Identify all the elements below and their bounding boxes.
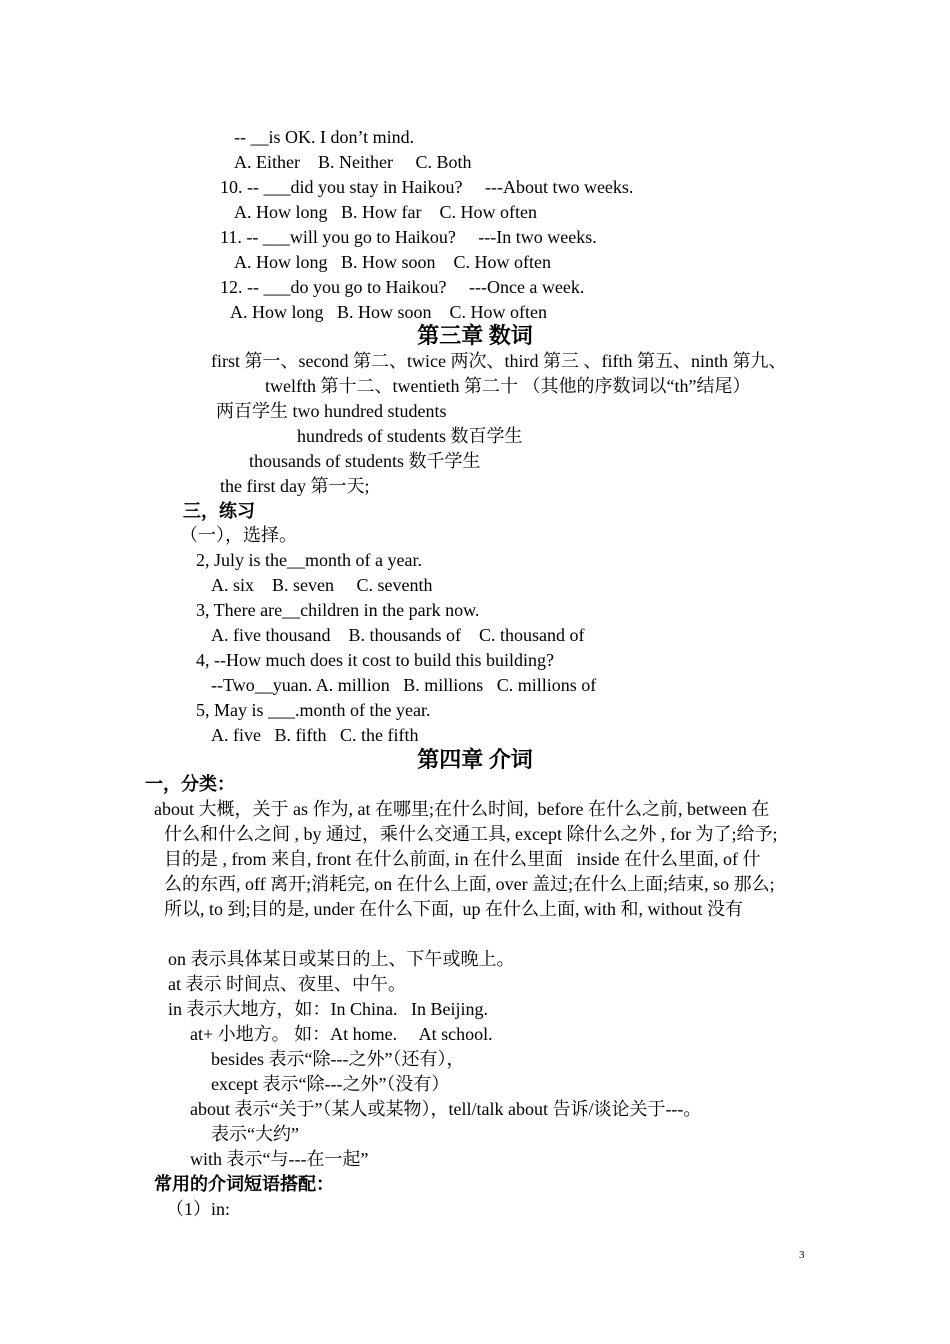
numeral-exercise-4-question: 4, --How much does it cost to build this building?	[196, 650, 554, 670]
exercise-section-heading: 三，练习	[183, 501, 255, 521]
exercise-12-options: A. How long B. How soon C. How often	[230, 302, 547, 322]
numeral-exercise-2-question: 2, July is the__month of a year.	[196, 550, 422, 570]
preposition-list-line-5: 所以, to 到;目的是, under 在什么下面, up 在什么上面, with 和, without 没有	[164, 899, 743, 919]
ordinal-examples-line-1: first 第一、second 第二、twice 两次、third 第三 、fifth 第五、ninth 第九、	[211, 351, 787, 371]
exercise-subsection-choice: （一），选择。	[180, 525, 297, 545]
common-phrases-heading: 常用的介词短语搭配：	[154, 1174, 334, 1194]
usage-besides: besides 表示“除---之外”（还有），	[211, 1049, 465, 1069]
usage-except: except 表示“除---之外”（没有）	[211, 1074, 450, 1094]
preposition-list-line-2: 什么和什么之间 , by 通过，乘什么交通工具, except 除什么之外 , for 为了;给予;	[164, 824, 778, 844]
usage-on: on 表示具体某日或某日的上、下午或晚上。	[168, 949, 515, 969]
usage-with: with 表示“与---在一起”	[190, 1149, 369, 1169]
exercise-9-answer-line: -- __is OK. I don’t mind.	[234, 127, 415, 147]
numeral-example-thousands: thousands of students 数千学生	[249, 451, 481, 471]
usage-in-place: in 表示大地方，如：In China. In Beijing.	[168, 999, 488, 1019]
numeral-example-first-day: the first day 第一天;	[220, 476, 370, 496]
preposition-list-line-4: 么的东西, off 离开;消耗完, on 在什么上面, over 盖过;在什么上面;结束, so 那么;	[164, 874, 775, 894]
exercise-10-options: A. How long B. How far C. How often	[234, 202, 537, 222]
exercise-11-options: A. How long B. How soon C. How often	[234, 252, 551, 272]
ordinal-examples-line-2: twelfth 第十二、twentieth 第二十 （其他的序数词以“th”结尾）	[265, 376, 751, 396]
numeral-exercise-5-question: 5, May is ___.month of the year.	[196, 700, 431, 720]
numeral-exercise-4-options: --Two__yuan. A. million B. millions C. millions of	[211, 675, 597, 695]
chapter-3-heading: 第三章 数词	[417, 323, 533, 348]
exercise-9-options: A. Either B. Neither C. Both	[234, 152, 472, 172]
exercise-10-question: 10. -- ___did you stay in Haikou? ---About two weeks.	[220, 177, 634, 197]
numeral-exercise-3-question: 3, There are__children in the park now.	[196, 600, 480, 620]
exercise-11-question: 11. -- ___will you go to Haikou? ---In two weeks.	[220, 227, 597, 247]
usage-at-time: at 表示 时间点、夜里、中午。	[168, 974, 406, 994]
numeral-exercise-3-options: A. five thousand B. thousands of C. thousand of	[211, 625, 585, 645]
phrase-group-in: （1）in:	[166, 1199, 231, 1219]
usage-at-place: at+ 小地方。 如：At home. At school.	[190, 1024, 493, 1044]
usage-about: about 表示“关于”（某人或某物），tell/talk about 告诉/谈论关于---。	[190, 1099, 702, 1119]
chapter-4-heading: 第四章 介词	[417, 747, 533, 772]
numeral-example-two-hundred: 两百学生 two hundred students	[216, 401, 447, 421]
preposition-list-line-3: 目的是 , from 来自, front 在什么前面, in 在什么里面 inside 在什么里面, of 什	[164, 849, 761, 869]
exercise-12-question: 12. -- ___do you go to Haikou? ---Once a week.	[220, 277, 585, 297]
classification-heading: 一，分类：	[145, 774, 235, 794]
numeral-example-hundreds: hundreds of students 数百学生	[297, 426, 523, 446]
page-number: 3	[799, 1249, 805, 1261]
preposition-list-line-1: about 大概，关于 as 作为, at 在哪里;在什么时间, before 在什么之前, between 在	[154, 799, 770, 819]
usage-about-approx: 表示“大约”	[211, 1124, 299, 1144]
numeral-exercise-2-options: A. six B. seven C. seventh	[211, 575, 433, 595]
numeral-exercise-5-options: A. five B. fifth C. the fifth	[211, 725, 419, 745]
